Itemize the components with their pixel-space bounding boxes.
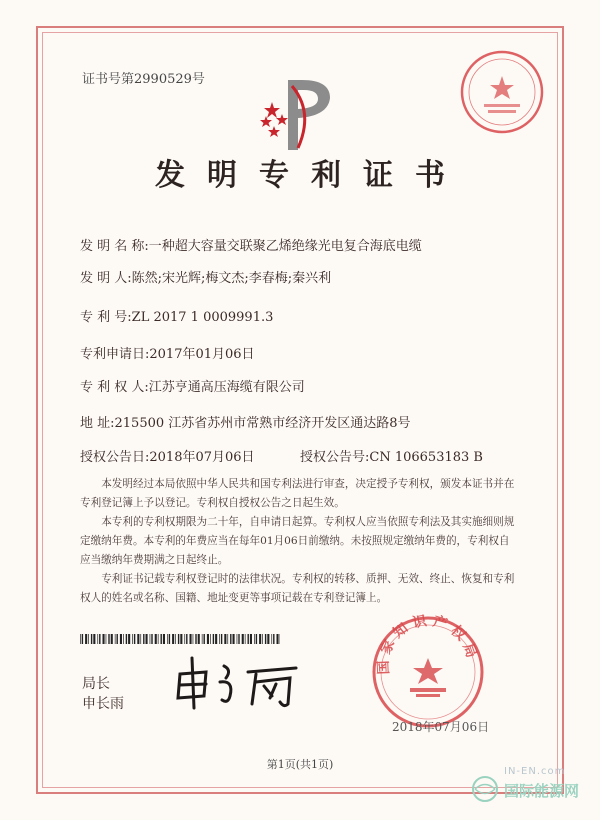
note-paragraph: 本专利的专利权期限为二十年，自申请日起算。专利权人应当依照专利法及其实施细则规定缴纳年费。本专利的年费应当在每年01月06日前缴纳。未按照规定缴纳年费的，专利权自应当缴纳年费期满之日起终止。 (80, 516, 515, 566)
field-address (80, 412, 411, 431)
field-application-date (80, 343, 255, 362)
field-patentee (80, 376, 305, 395)
field-label: 专 利 权 人: (80, 380, 149, 395)
page-number: 第1页(共1页) (266, 758, 334, 771)
watermark-site-domain: IN-EN.com (504, 766, 566, 777)
svg-text:国 家 知 识 产 权 局: 国 家 知 识 产 权 局 (375, 613, 480, 675)
field-inventors (80, 267, 331, 286)
signatory-title: 局长 (82, 676, 110, 692)
field-label: 专 利 号: (80, 310, 132, 325)
signatory-name: 申长雨 (82, 696, 124, 712)
seal-date: 2018年07月06日 (392, 720, 490, 734)
field-label: 发 明 名 称: (80, 239, 149, 254)
field-grant-date (80, 446, 255, 465)
field-patent-number (80, 306, 273, 325)
field-label: 授权公告日: (80, 450, 150, 465)
agency-seal-icon (456, 46, 548, 138)
barcode-icon (80, 634, 280, 644)
field-value: 2018年07月06日 (149, 450, 255, 465)
note-paragraph: 本发明经过本局依照中华人民共和国专利法进行审查，决定授予专利权，颁发本证书并在专利登记簿上予以登记。专利权自授权公告之日起生效。 (80, 478, 515, 509)
field-label: 专利申请日: (80, 347, 150, 362)
certificate-notes (80, 475, 520, 608)
field-value: 215500 江苏省苏州市常熟市经济开发区通达路8号 (114, 416, 411, 431)
field-label: 发 明 人: (80, 271, 132, 286)
field-label: 授权公告号: (300, 450, 370, 465)
certificate-title: 发明专利证书 (155, 158, 467, 193)
watermark-site-name: 国际能源网 (504, 782, 580, 800)
field-invention-name (80, 235, 422, 254)
field-value: ZL 2017 1 0009991.3 (131, 310, 274, 325)
field-value: 一种超大容量交联聚乙烯绝缘光电复合海底电缆 (148, 239, 422, 254)
field-value: 2017年01月06日 (149, 347, 255, 362)
note-paragraph: 专利证书记载专利权登记时的法律状况。专利权的转移、质押、无效、终止、恢复和专利权人的姓名或名称、国籍、地址变更等事项记载在专利登记簿上。 (80, 573, 515, 604)
globe-icon (470, 774, 500, 804)
field-value: 江苏亨通高压海缆有限公司 (148, 380, 305, 395)
field-value: 陈然;宋光辉;梅文杰;李春梅;秦兴利 (131, 271, 332, 286)
patent-office-seal-icon (368, 612, 488, 732)
patent-office-logo-icon (258, 72, 348, 154)
site-watermark (470, 766, 594, 810)
field-value: CN 106653183 B (369, 450, 483, 465)
certificate-number: 证书号第2990529号 (82, 72, 205, 87)
handwritten-signature-icon (172, 652, 312, 712)
field-grant-number (300, 446, 483, 465)
field-label: 地 址: (80, 416, 115, 431)
